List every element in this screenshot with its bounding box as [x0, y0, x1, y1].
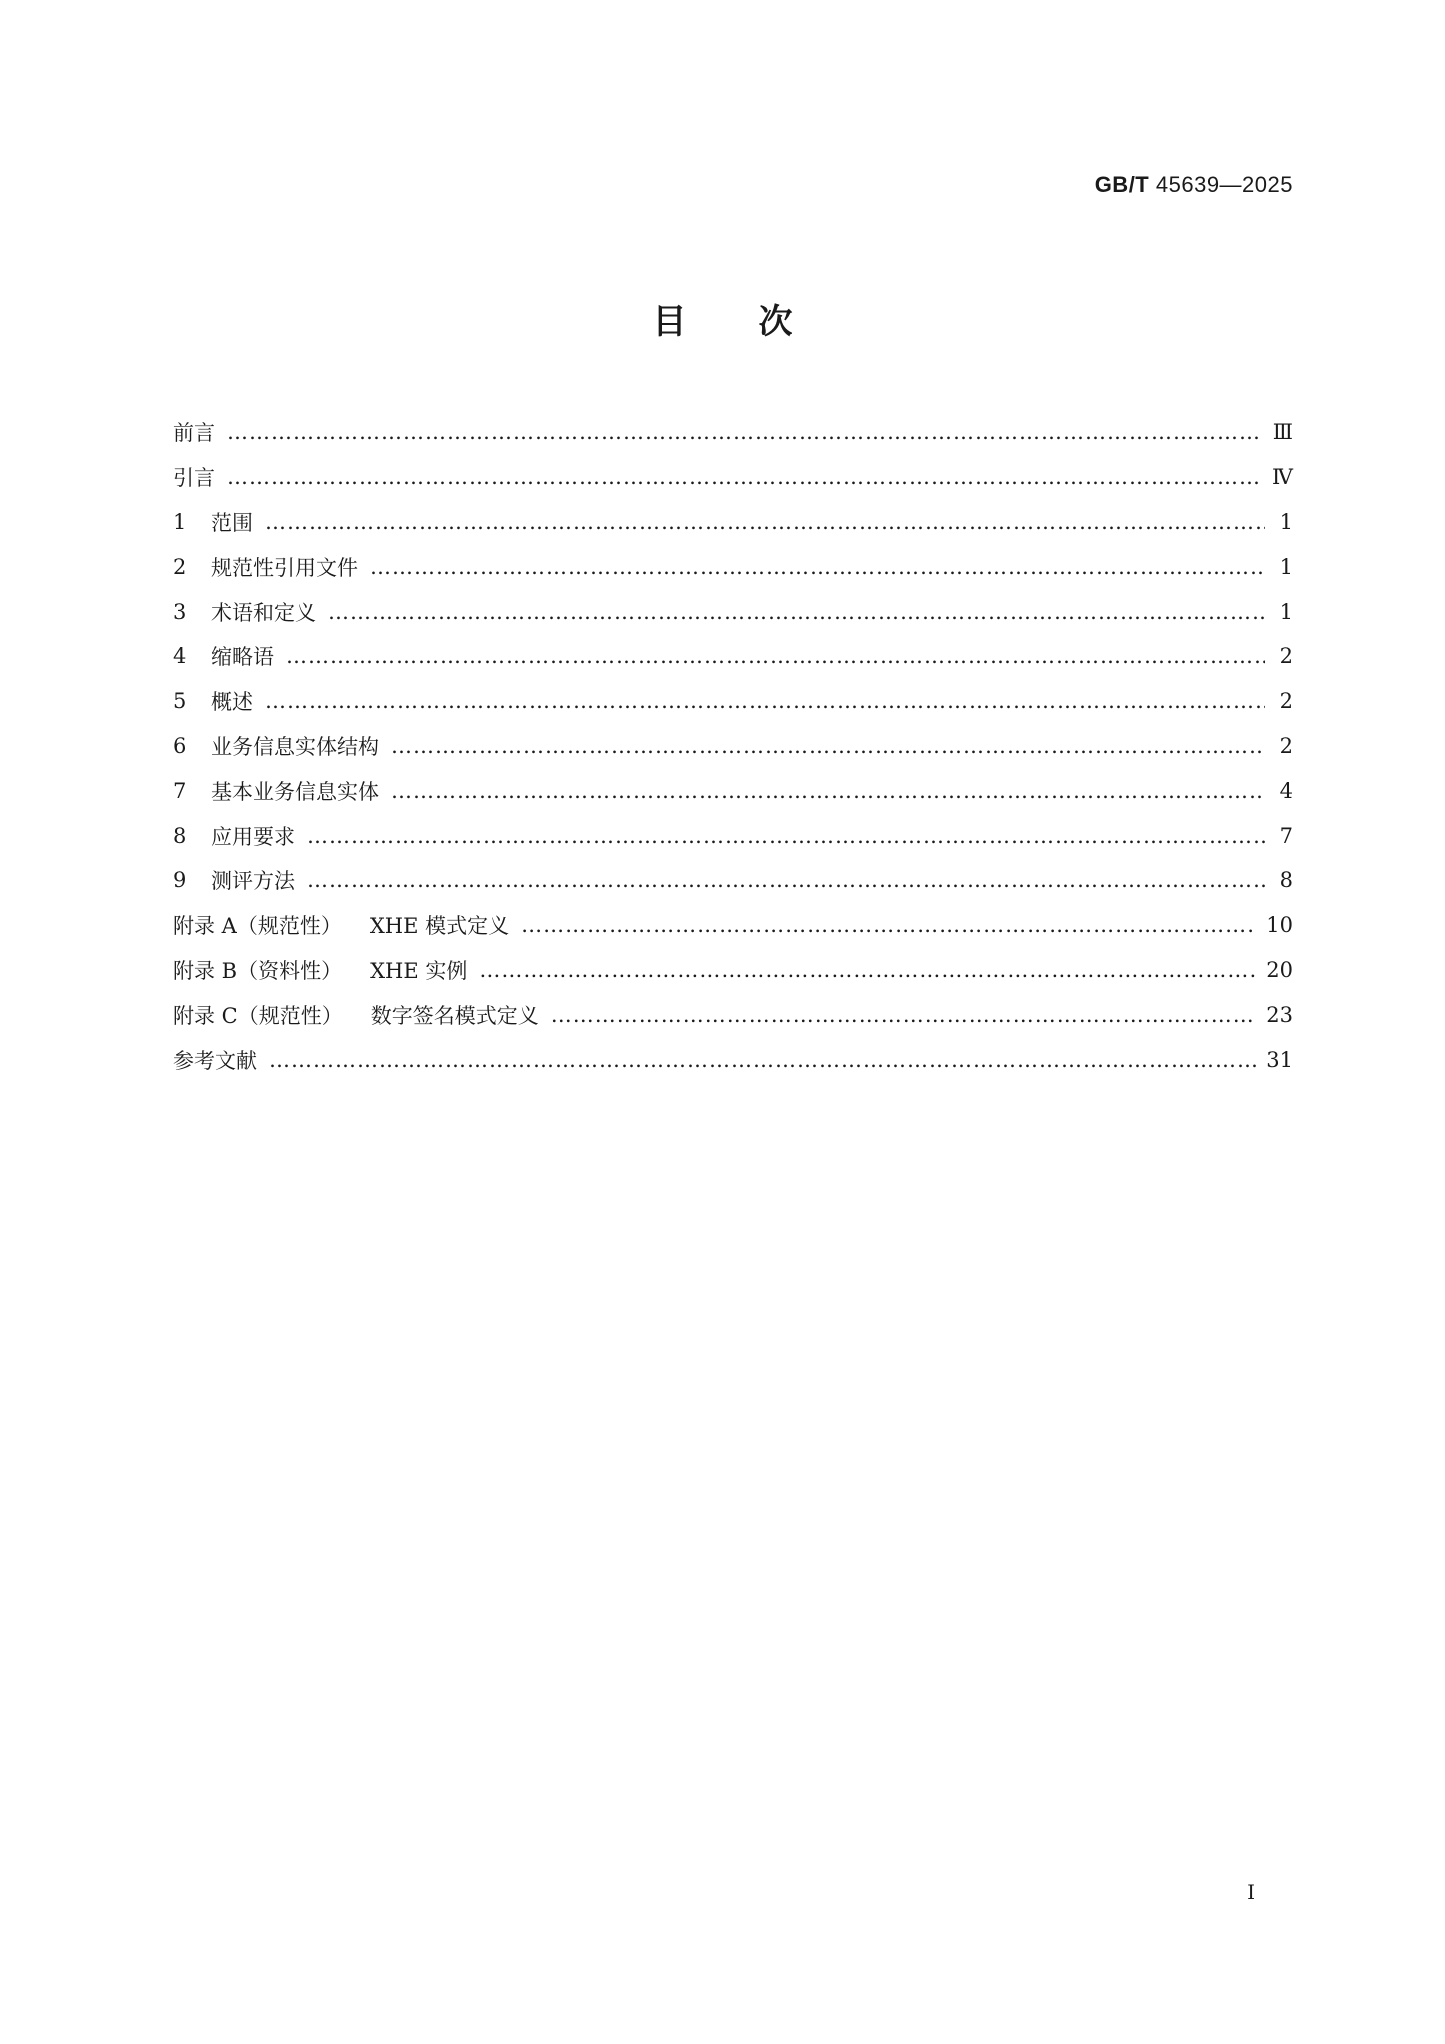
toc-entry-label: 参考文献 [173, 1048, 257, 1073]
toc-entry-evaluation-methods[interactable] [173, 858, 1293, 903]
toc-entry-label: 基本业务信息实体 [211, 779, 379, 804]
toc-entry-page: 7 [1279, 823, 1293, 848]
toc-entry-abbreviations[interactable] [173, 634, 1293, 679]
toc-leader-dots [479, 958, 1256, 982]
toc-entry-number: 1 [173, 509, 187, 534]
toc-entry-title: 数字签名模式定义 [370, 1003, 539, 1028]
toc-entry-page: 1 [1279, 554, 1293, 579]
toc-leader-dots [391, 779, 1265, 803]
toc-entry-label: 范围 [211, 510, 253, 535]
toc-entry-entity-structure[interactable] [173, 724, 1293, 769]
toc-entry-page: 31 [1266, 1047, 1293, 1072]
toc-entry-annex-b[interactable] [173, 948, 1293, 993]
toc-entry-label: 前言 [173, 421, 215, 446]
toc-leader-dots [227, 420, 1263, 444]
toc-entry-label: 引言 [173, 466, 215, 491]
toc-entry-label: 测评方法 [211, 869, 295, 894]
toc-entry-number: 7 [173, 778, 187, 803]
standard-number [1095, 172, 1293, 198]
toc-leader-dots [269, 1048, 1256, 1072]
toc-entry-bibliography[interactable] [173, 1037, 1293, 1082]
toc-leader-dots [286, 644, 1265, 668]
toc-entry-foreword[interactable] [173, 410, 1293, 455]
toc-leader-dots [265, 510, 1265, 534]
toc-entry-label: 应用要求 [211, 824, 295, 849]
page-folio: Ⅰ [1247, 1880, 1255, 1904]
toc-leader-dots [307, 868, 1265, 892]
toc-leader-dots [307, 824, 1265, 848]
toc-entry-title: XHE 实例 [370, 958, 468, 983]
toc-entry-page: 8 [1279, 868, 1293, 893]
toc-entry-page: 1 [1279, 599, 1293, 624]
toc-list [173, 410, 1293, 1082]
toc-entry-page: 2 [1279, 733, 1293, 758]
toc-entry-page: 23 [1266, 1002, 1293, 1027]
toc-entry-introduction[interactable] [173, 455, 1293, 500]
toc-entry-number: 4 [173, 644, 187, 669]
toc-entry-overview[interactable] [173, 679, 1293, 724]
toc-entry-label: 附录 B（资料性） [173, 958, 343, 983]
toc-entry-label: 术语和定义 [211, 600, 316, 625]
toc-entry-page: 10 [1266, 913, 1293, 938]
toc-entry-title: XHE 模式定义 [369, 914, 510, 939]
toc-leader-dots [227, 465, 1262, 489]
toc-entry-label: 附录 C（规范性） [173, 1003, 343, 1028]
toc-leader-dots [391, 734, 1265, 758]
toc-entry-basic-entities[interactable] [173, 768, 1293, 813]
toc-leader-dots [328, 600, 1265, 624]
toc-entry-number: 9 [173, 868, 187, 893]
toc-entry-annex-c[interactable] [173, 992, 1293, 1037]
toc-entry-page: 2 [1279, 689, 1293, 714]
toc-leader-dots [265, 689, 1265, 713]
toc-entry-label: 附录 A（规范性） [173, 914, 342, 939]
toc-entry-annex-a[interactable] [173, 903, 1293, 948]
toc-entry-label: 规范性引用文件 [211, 555, 358, 580]
toc-leader-dots [551, 1003, 1257, 1027]
toc-entry-page: 4 [1279, 778, 1293, 803]
toc-leader-dots [521, 913, 1256, 937]
toc-entry-page: Ⅳ [1272, 465, 1293, 490]
toc-entry-number: 2 [173, 554, 187, 579]
toc-entry-terms-definitions[interactable] [173, 589, 1293, 634]
toc-entry-page: 2 [1279, 644, 1293, 669]
toc-entry-number: 6 [173, 733, 187, 758]
toc-entry-page: Ⅲ [1272, 420, 1293, 445]
toc-entry-number: 5 [173, 689, 187, 714]
standard-prefix: GB/T [1094, 172, 1150, 197]
toc-entry-label: 业务信息实体结构 [211, 734, 379, 759]
toc-entry-application-requirements[interactable] [173, 813, 1293, 858]
toc-entry-page: 20 [1266, 957, 1293, 982]
toc-entry-scope[interactable] [173, 500, 1293, 545]
toc-leader-dots [370, 555, 1265, 579]
toc-entry-number: 8 [173, 823, 187, 848]
toc-entry-page: 1 [1279, 509, 1293, 534]
toc-entry-normative-references[interactable] [173, 544, 1293, 589]
toc-entry-label: 缩略语 [211, 645, 274, 670]
toc-entry-number: 3 [173, 599, 187, 624]
toc-entry-label: 概述 [211, 690, 253, 715]
standard-code: 45639—2025 [1155, 172, 1293, 197]
toc-title: 目次 [652, 302, 865, 342]
